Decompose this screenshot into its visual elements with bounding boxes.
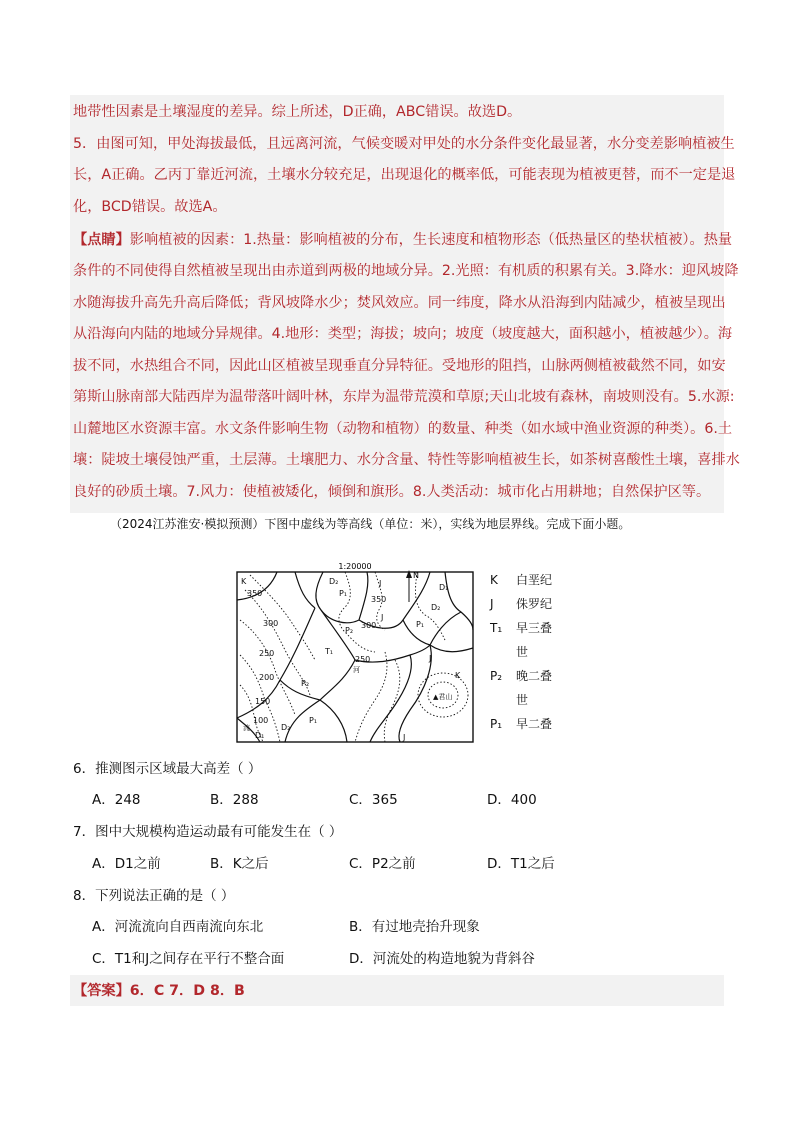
map-label-t1: T₁ xyxy=(325,647,334,656)
legend-item: 世 xyxy=(516,645,529,659)
question-6-option-d[interactable]: D．400 xyxy=(487,792,537,808)
tip-line-2: 条件的不同使得自然植被呈现出由赤道到两极的地域分异。2.光照：有机质的积累有关。3.降水：迎风坡降 xyxy=(73,263,739,279)
map-label-d2: D₂ xyxy=(281,723,291,732)
contour-label: 350 xyxy=(371,595,387,604)
contour-label: 250 xyxy=(355,655,371,664)
tip-line-1: 【点睛】影响植被的因素：1.热量：影响植被的分布，生长速度和植物形态（低热量区的垫状植被）。热量 xyxy=(73,232,733,248)
question-7-option-a[interactable]: A．D1之前 xyxy=(92,856,161,872)
tip-line-5: 拔不同，水热组合不同，因此山区植被呈现垂直分异特征。受地形的阻挡，山脉两侧植被截然不同，如安 xyxy=(73,358,726,374)
question-7-option-c[interactable]: C．P2之前 xyxy=(349,856,416,872)
contour-label: 200 xyxy=(259,673,275,682)
question-8-option-a[interactable]: A．河流流向自西南流向东北 xyxy=(92,919,264,935)
legend-item: T₁ 早三叠 xyxy=(490,621,553,635)
question-7-option-b[interactable]: B．K之后 xyxy=(210,856,269,872)
explanation-line-1: 地带性因素是土壤湿度的差异。综上所述，D正确，ABC错误。故选D。 xyxy=(73,104,522,120)
map-legend xyxy=(490,572,552,740)
answer-label: 【答案】 xyxy=(73,983,130,999)
map-label-p2: P₂ xyxy=(301,679,310,688)
river-label: 河 xyxy=(353,666,360,674)
answer-text: 6．C 7．D 8．B xyxy=(129,983,245,999)
map-label-j: J xyxy=(379,579,382,588)
legend-item: K 白垩纪 xyxy=(490,573,553,587)
question-8-stem: 8．下列说法正确的是（ ） xyxy=(73,888,235,904)
tip-line-8: 壤：陡坡土壤侵蚀严重，土层薄。土壤肥力、水分含量、特性等影响植被生长，如茶树喜酸性土壤，喜排水 xyxy=(73,452,740,468)
contour-label: 350 xyxy=(247,589,263,598)
question-8-option-d[interactable]: D．河流处的构造地貌为背斜谷 xyxy=(349,951,535,967)
question-6-option-a[interactable]: A．248 xyxy=(92,792,141,808)
legend-item: J 侏罗纪 xyxy=(490,597,553,611)
peak-label: ▲君山 xyxy=(433,693,453,701)
explanation-line-3: 长，A正确。乙丙丁靠近河流，土壤水分较充足，出现退化的概率低，可能表现为植被更替，而不一定是退 xyxy=(73,167,736,183)
tip-line-9: 良好的砂质土壤。7.风力：使植被矮化，倾倒和旗形。8.人类活动：城市化占用耕地；自然保护区等。 xyxy=(73,484,711,500)
svg-text:N: N xyxy=(413,571,419,580)
tip-line-4: 从沿海向内陆的地域分异规律。4.地形：类型；海拔；坡向；坡度（坡度越大，面积越小，植被越少）。海 xyxy=(73,326,733,342)
map-label-d2: D₂ xyxy=(431,603,441,612)
explanation-line-2: 5．由图可知，甲处海拔最低，且远离河流，气候变暖对甲处的水分条件变化最显著，水分变差影响植被生 xyxy=(73,136,735,152)
map-label-k: K xyxy=(241,577,247,586)
contour-label: 100 xyxy=(253,716,269,725)
geologic-contour-map xyxy=(235,560,475,745)
question-8-option-c[interactable]: C．T1和J之间存在平行不整合面 xyxy=(92,951,285,967)
map-label-j: J xyxy=(381,613,384,622)
tip-line-7: 山麓地区水资源丰富。水文条件影响生物（动物和植物）的数量、种类（如水域中渔业资源的种类）。6.土 xyxy=(73,421,733,437)
map-label-d1: D₁ xyxy=(439,583,449,592)
explanation-line-4: 化，BCD错误。故选A。 xyxy=(73,199,227,215)
map-label-p1: P₁ xyxy=(339,589,348,598)
question-6-option-c[interactable]: C．365 xyxy=(349,792,398,808)
question-intro: （2024江苏淮安·模拟预测）下图中虚线为等高线（单位：米），实线为地层界线。完成下面小题。 xyxy=(110,517,631,531)
map-label-j: J xyxy=(429,654,432,663)
map-label-p2: P₂ xyxy=(345,626,354,635)
map-label-p1: P₁ xyxy=(416,620,425,629)
tip-line-6: 第斯山脉南部大陆西岸为温带落叶阔叶林，东岸为温带荒漠和草原;天山北坡有森林，南坡则没有。5.水源: xyxy=(73,389,735,405)
map-label-d2: D₂ xyxy=(329,577,339,586)
legend-item: P₁ 早二叠 xyxy=(490,717,553,731)
question-8-option-b[interactable]: B．有过地壳抬升现象 xyxy=(349,919,480,935)
map-scale: 1:20000 xyxy=(338,562,372,571)
map-label-d1: D₁ xyxy=(255,731,265,740)
contour-label: 150 xyxy=(255,697,271,706)
question-6-stem: 6．推测图示区域最大高差（ ） xyxy=(73,761,262,777)
contour-label: 300 xyxy=(361,621,377,630)
legend-item: 世 xyxy=(516,693,529,707)
tip-label: 【点睛】 xyxy=(73,232,130,248)
contour-label: 250 xyxy=(259,649,275,658)
tip-line-3: 水随海拔升高先升高后降低；背风坡降水少；焚风效应。同一纬度，降水从沿海到内陆减少，植被呈现出 xyxy=(73,295,726,311)
legend-item: P₂ 晚二叠 xyxy=(490,669,553,683)
question-7-stem: 7．图中大规模构造运动最有可能发生在（ ） xyxy=(73,824,343,840)
contour-label: 300 xyxy=(263,619,279,628)
question-7-option-d[interactable]: D．T1之后 xyxy=(487,856,555,872)
answer-line xyxy=(73,981,245,1001)
map-label-k: K xyxy=(455,671,461,680)
river-label: 流 xyxy=(243,724,250,732)
map-label-j: J xyxy=(403,733,406,742)
map-label-p1: P₁ xyxy=(309,716,318,725)
question-6-option-b[interactable]: B．288 xyxy=(210,792,259,808)
